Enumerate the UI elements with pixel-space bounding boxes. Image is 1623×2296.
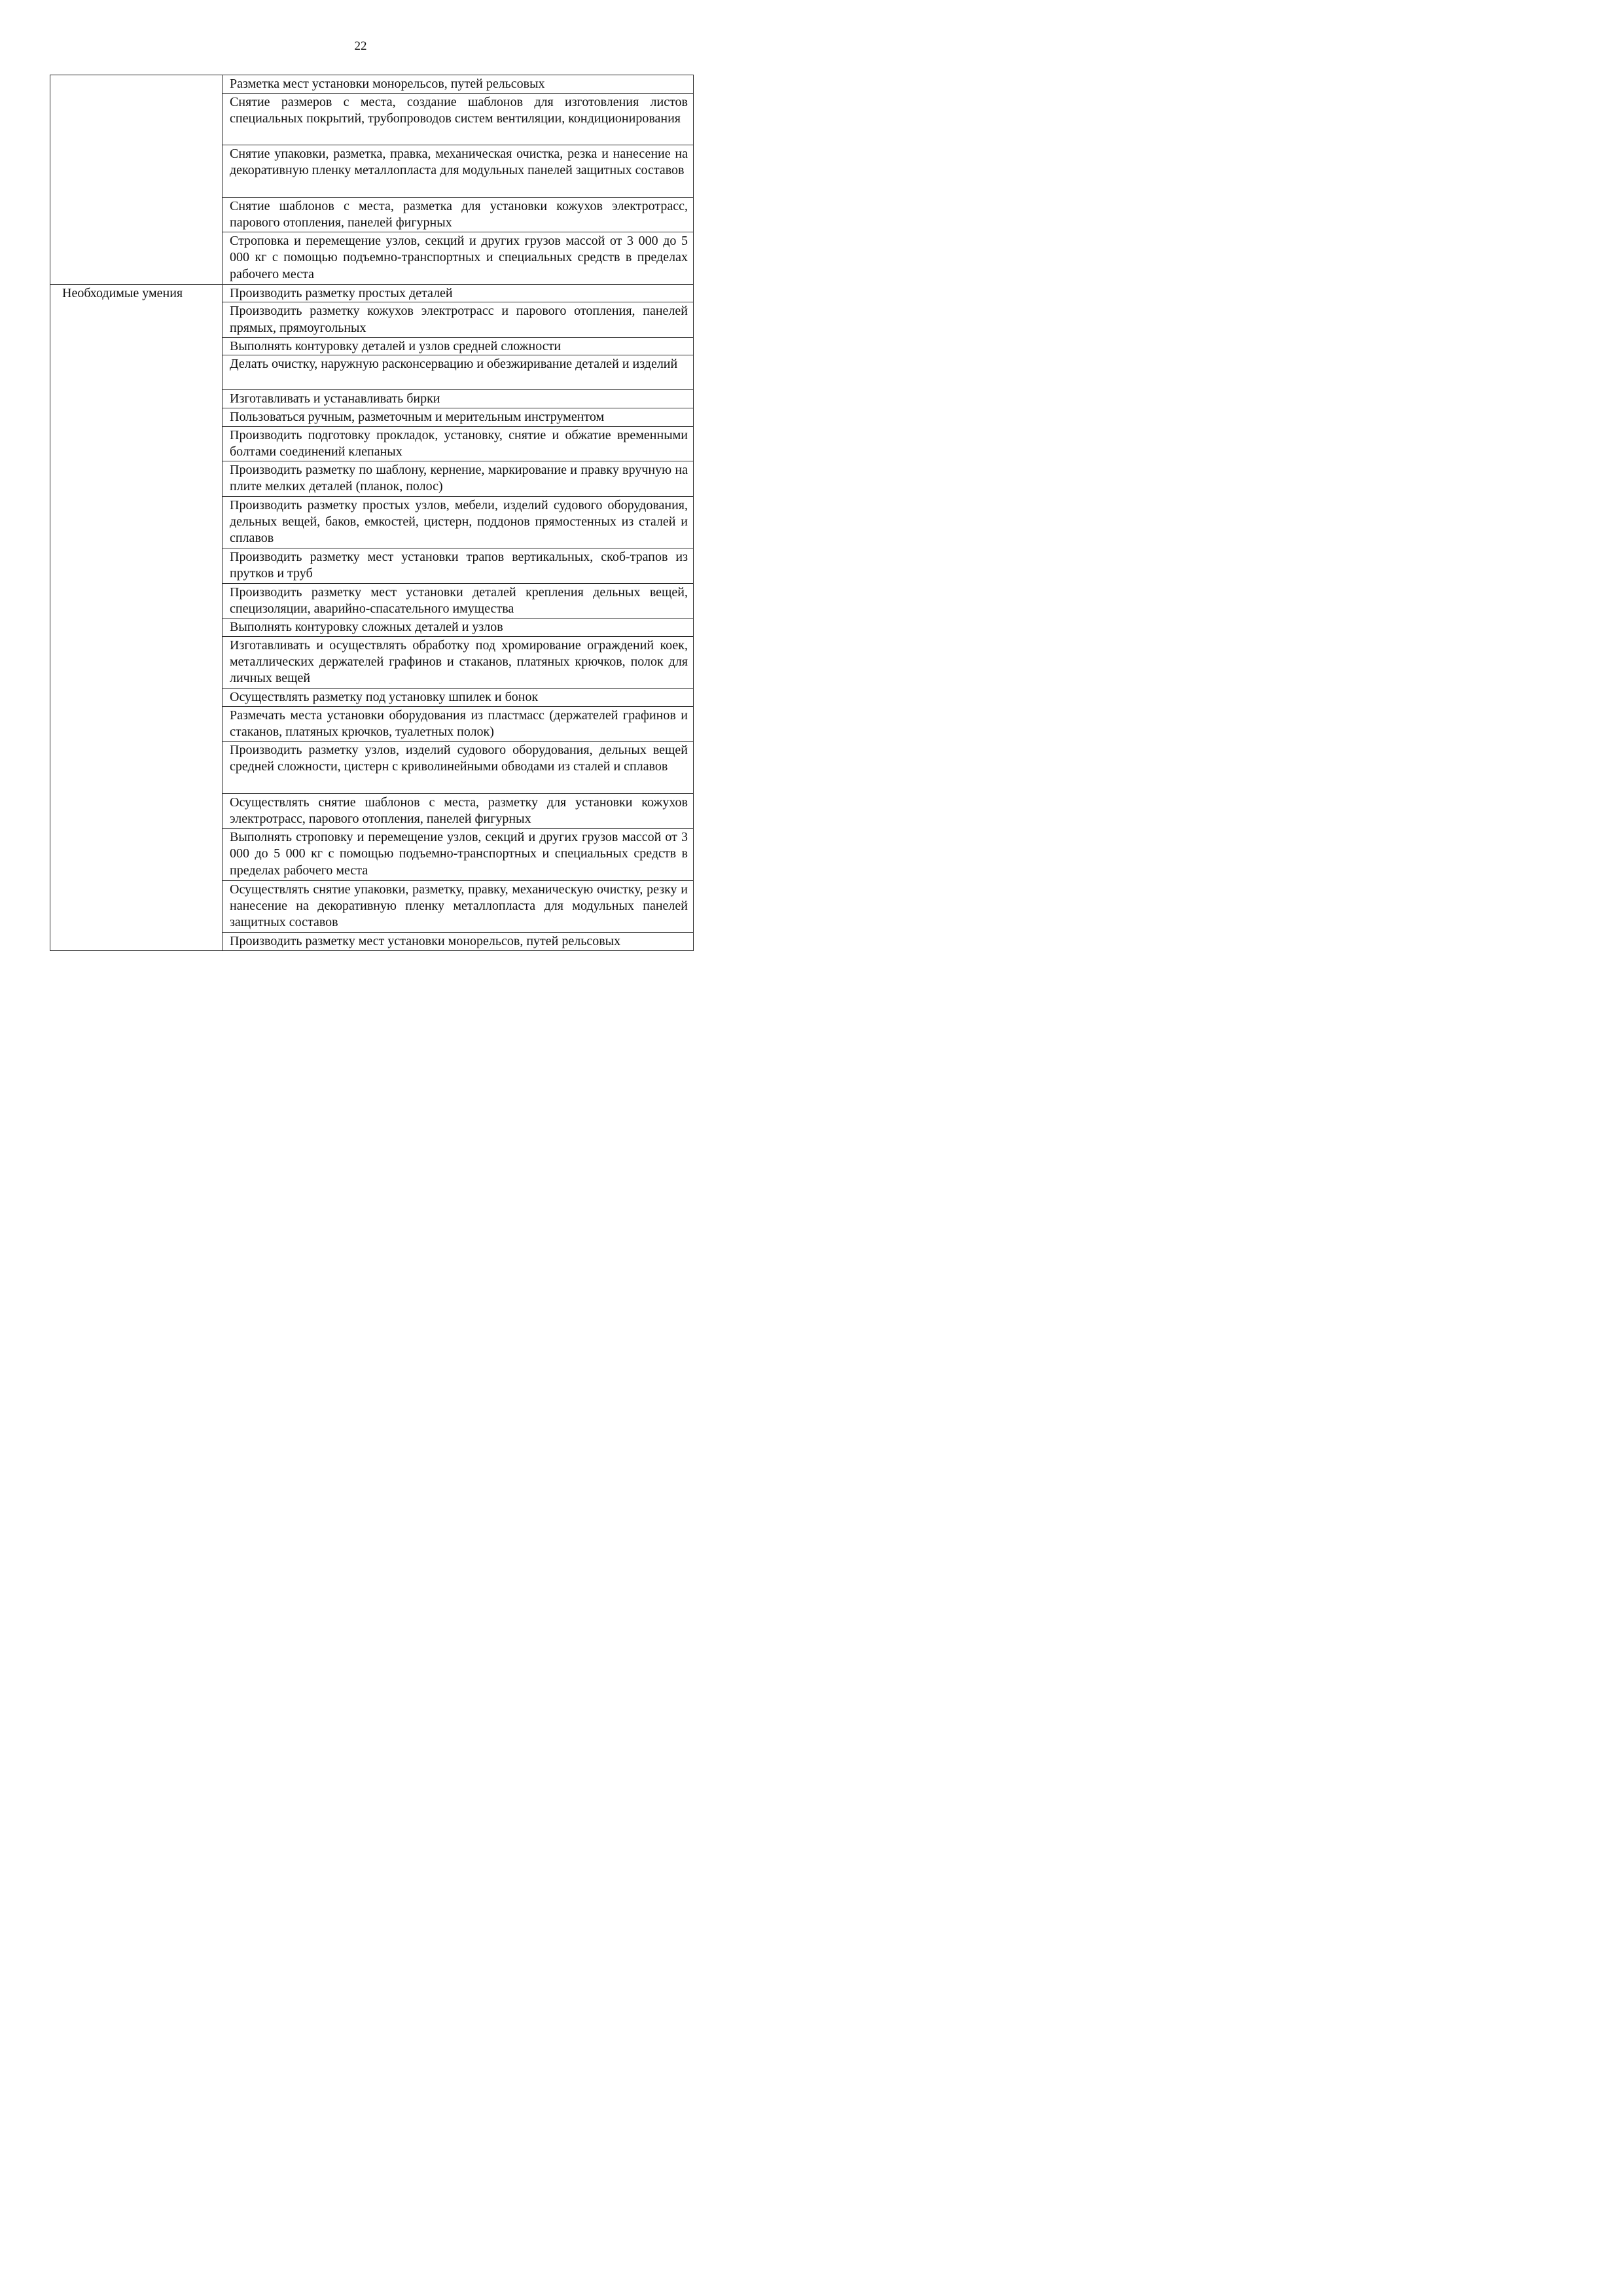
table-row (50, 75, 694, 94)
table-cell: Производить разметку мест установки монорельсов, путей рельсовых (223, 933, 694, 951)
table-cell: Выполнять контуровку сложных деталей и узлов (223, 618, 694, 636)
table-cell: Изготавливать и устанавливать бирки (223, 390, 694, 408)
table-cell: Выполнять строповку и перемещение узлов, секций и других грузов массой от 3 000 до 5 000 кг с помощью подъемно-транспортных и специальных средств в пределах рабочего места (223, 829, 694, 880)
page-number: 22 (354, 39, 367, 53)
table-cell: Производить разметку по шаблону, кернение, маркирование и правку вручную на плите мелких деталей (планок, полос) (223, 461, 694, 496)
table-cell: Снятие шаблонов с места, разметка для установки кожухов электротрасс, парового отопления, панелей фигурных (223, 197, 694, 232)
table-cell: Пользоваться ручным, разметочным и мерительным инструментом (223, 408, 694, 427)
table-cell: Производить подготовку прокладок, установку, снятие и обжатие временными болтами соединений клепаных (223, 426, 694, 461)
table-cell: Осуществлять снятие шаблонов с места, разметку для установки кожухов электротрасс, парового отопления, панелей фигурных (223, 793, 694, 828)
table-cell: Строповка и перемещение узлов, секций и других грузов массой от 3 000 до 5 000 кг с помощью подъемно-транспортных и специальных средств в пределах рабочего места (223, 232, 694, 284)
table-cell: Выполнять контуровку деталей и узлов средней сложности (223, 337, 694, 355)
table-cell: Осуществлять снятие упаковки, разметку, правку, механическую очистку, резку и нанесение на декоративную пленку металлопласта для модульных панелей защитных составов (223, 880, 694, 932)
table-cell: Осуществлять разметку под установку шпилек и бонок (223, 689, 694, 707)
table-row (50, 284, 694, 302)
table-cell: Производить разметку мест установки трапов вертикальных, скоб-трапов из прутков и труб (223, 548, 694, 583)
table-cell: Производить разметку узлов, изделий судового оборудования, дельных вещей средней сложности, цистерн с криволинейными обводами из сталей и сплавов (223, 742, 694, 793)
skills-label: Необходимые умения (50, 284, 223, 950)
requirements-table (50, 75, 694, 951)
table-cell: Производить разметку кожухов электротрасс и парового отопления, панелей прямых, прямоугольных (223, 302, 694, 337)
table-cell: Разметка мест установки монорельсов, путей рельсовых (223, 75, 694, 94)
empty-label-cell (50, 75, 223, 285)
table-cell: Снятие размеров с места, создание шаблонов для изготовления листов специальных покрытий, трубопроводов систем вентиляции, кондиционирования (223, 93, 694, 145)
table-cell: Производить разметку мест установки деталей крепления дельных вещей, специзоляции, аварийно-спасательного имущества (223, 583, 694, 618)
table-cell: Снятие упаковки, разметка, правка, механическая очистка, резка и нанесение на декоративную пленку металлопласта для модульных панелей защитных составов (223, 145, 694, 197)
table-cell: Делать очистку, наружную расконсервацию и обезжиривание деталей и изделий (223, 355, 694, 390)
table-cell: Производить разметку простых узлов, мебели, изделий судового оборудования, дельных вещей, баков, емкостей, цистерн, поддонов прямостенных из сталей и сплавов (223, 496, 694, 548)
table-cell: Производить разметку простых деталей (223, 284, 694, 302)
table-cell: Изготавливать и осуществлять обработку под хромирование ограждений коек, металлических держателей графинов и стаканов, платяных крючков, полок для личных вещей (223, 636, 694, 688)
table-cell: Размечать места установки оборудования из пластмасс (держателей графинов и стаканов, платяных крючков, туалетных полок) (223, 706, 694, 741)
